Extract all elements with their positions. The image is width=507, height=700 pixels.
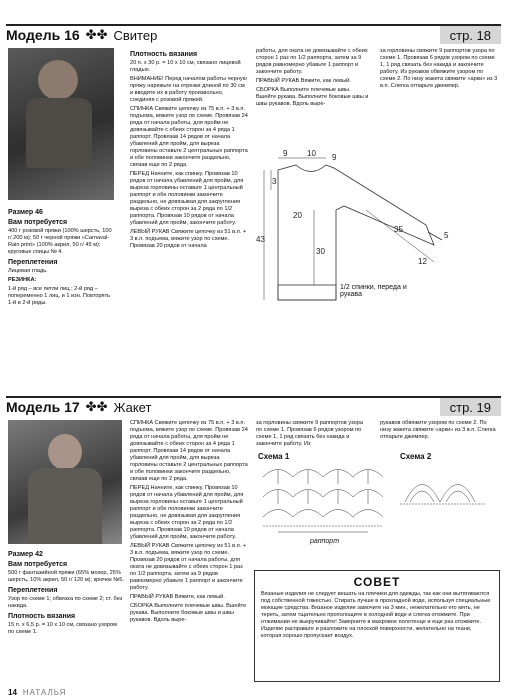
model17-density-title: Плотность вязания [8, 613, 76, 620]
magazine-name: НАТАЛЬЯ [22, 688, 67, 697]
ornament-icon: ✤✤ [85, 27, 108, 42]
dim-label: 30 [316, 247, 325, 256]
model17-title: Модель 17 [6, 399, 80, 415]
model17-interlacing-title: Переплетения [8, 587, 58, 594]
model17-col2 [130, 420, 248, 626]
model16-col3 [256, 48, 370, 110]
dim-label: 43 [256, 235, 265, 244]
model17-interlacing: Узор по схеме 1; обвязка по схеме 2; ст. без накида. [8, 596, 123, 609]
model16-photo [8, 48, 114, 200]
model16-diagram-caption: 1/2 спинки, переда и рукава [340, 284, 407, 298]
dim-label: 5 [444, 231, 449, 240]
model17-col3 [256, 420, 370, 450]
dim-label: 12 [418, 257, 427, 266]
model17-col4 [380, 420, 498, 443]
model16-col2 [130, 48, 248, 252]
dim-label: 3 [272, 177, 277, 186]
model16-right-sleeve: ПРАВЫЙ РУКАВ Вяжите, как левый. [256, 78, 351, 84]
model17-back: СПИНКА Свяжите цепочку из 75 в.п. + 3 в.п. подъема, вяжите узор по схеме. Провязав 24 ряда от начала работы, для пройм не довязывайте с обеих сторон за 4 ряда 1 раппорт. Провязав 14 рядов от начала убавлений для пройм, для выреза горловины оставьте 2 центральных раппорта и обе половинки закончите раздельно, связав еще по 2 ряда. [130, 420, 248, 482]
model16-schematic [256, 150, 502, 330]
model17-header [6, 396, 501, 416]
model16-rib: 1-й ряд – все петли лиц.; 2-й ряд – попеременно 1 лиц. и 1 изн. Повторять 1-й и 2-й ряды. [8, 286, 111, 306]
model16-col4-text: за горловины свяжите 9 раппортов узора по схеме 1. Провязав 6 рядов узором по схеме 1, 1 ряд связать без накида и закончите работу. Из рукавов обвяжите узором по схеме 2. По низу жакета свяжите «арки» из 3 в.п. Слегка отпарьте джемпер. [380, 48, 498, 89]
model16-density-title: Плотность вязания [130, 51, 198, 58]
advice-text: Вязаные изделия не следует вешать на плечики для одежды, так как они вытягиваются под собственной тяжестью. Стирать лучше в прохладной воде, используя специальные моющие средства. Вязаное изделие замочите на 3 мин., нежелательно его мять, не тереть, затем тщательно прополощите в холодной воде и слегка отожмите. При отжимании не выкручивайте! Заверните в махровое полотенце и еще раз отожмите. Изделие расправьте и разложите на плоской поверхности, желательно на ткани, которая хорошо пропускает воздух. [261, 591, 491, 639]
model17-materials: 500 г фантазийной пряжи (65% мохер, 25% шерсть, 10% акрил, 50 г/ 120 м); крючок №5. [8, 570, 124, 583]
model17-right-sleeve: ПРАВЫЙ РУКАВ Вяжите, как левый. [130, 594, 225, 600]
model16-left-col [8, 206, 116, 309]
dim-label: 9 [283, 150, 288, 158]
model16-page-ref: стр. 18 [440, 26, 501, 44]
model17-photo [8, 420, 122, 544]
model16-interlacing: Лицевая гладь. [8, 268, 48, 274]
model16-interlacing-title: Переплетения [8, 259, 58, 266]
model16-attention: ВНИМАНИЕ! Перед началом работы черную пряжу нарежьте на отрезки длиной по 30 см и вводите их в работу произвольно, соединяя с розовой пряжей. [130, 76, 247, 103]
model17-left-sleeve: ЛЕВЫЙ РУКАВ Свяжите цепочку из 51 в.п. + 3 в.п. подъема, вяжите узор по схеме. Провязав 20 рядов от начала работы, для оката не довязывайте с обеих сторон 1 раз по 1/2 раппорта, затем за 9 рядов равномерно убавьте 1 раппорт и закончите работу. [130, 543, 247, 591]
dim-label: 35 [394, 225, 403, 234]
ornament-icon: ✤✤ [85, 399, 108, 414]
model16-back: СПИНКА Свяжите цепочку из 75 в.п. + 3 в.п. подъема, вяжите узор по схеме. Провязав 24 ряда от начала работы, для пройм не довязывайте с обеих сторон за 4 ряда 1 раппорт. Провязав 14 рядов от начала убавлений для пройм, для выреза горловины оставьте 2 центральных раппорта и обе половинки закончите раздельно, связав еще по 2 ряда. [130, 106, 248, 168]
model16-left-sleeve: ЛЕВЫЙ РУКАВ Свяжите цепочку из 51 в.п. + 3 в.п. подъема, вяжите узор по схеме. Провязав 20 рядов от начала [130, 229, 247, 249]
model16-rib-title: РЕЗИНКА: [8, 277, 37, 283]
model16-col3-text: работы, для оката не довязывайте с обеих сторон 1 раз по 1/2 раппорта, затем за 9 рядов равномерно убавьте 1 раппорт и закончите работу. [256, 48, 368, 75]
footer [8, 688, 66, 697]
dim-label: 20 [293, 211, 302, 220]
garment-outline [278, 165, 434, 300]
model17-name: Жакет [113, 399, 152, 415]
scheme2-diagram [400, 462, 490, 512]
scheme1-label: Схема 1 [258, 452, 290, 461]
model17-assembly: СБОРКА Выполните плечевые швы. Вшейте рукава. Выполните боковые швы и швы рукавов. Вдоль выре- [130, 603, 247, 623]
model16-density: 20 п. х 30 р. = 10 х 10 см, связано лицевой гладью. [130, 60, 241, 73]
model16-size: Размер 46 [8, 209, 43, 216]
model16-assembly: СБОРКА Выполните плечевые швы. Вшейте рукава. Выполните боковые швы и швы рукавов. Вдоль выре- [256, 87, 369, 107]
model16-title: Модель 16 [6, 27, 80, 43]
scheme1-rapport: раппорт [310, 538, 340, 545]
model16-front: ПЕРЕД Начните, как спинку. Провязав 10 рядов от начала убавлений для пройм, для выреза горловины оставьте 1 центральный раппорт и обе половинки закончите раздельно, не довязывая для закругления выреза с обеих сторон за 2 ряда по 1/2 раппорта. Провязав 10 рядов от начала убавлений для пройм, закончите работу. [130, 171, 244, 226]
model16-materials-title: Вам потребуется [8, 219, 68, 226]
model17-left-col [8, 548, 124, 638]
model17-materials-title: Вам потребуется [8, 561, 68, 568]
page-number: 14 [8, 688, 17, 697]
model16-materials: 400 г розовой пряжи (100% шерсть, 100 г/ 200 м); 50 г черной пряжи «Carnaval-Rain print» (100% акрил, 50 г/ 45 м); круговые спицы № 4. [8, 228, 112, 255]
model17-density: 15 п. х 6,5 р. = 10 х 10 см, связано узором по схеме 1. [8, 622, 117, 635]
model17-page-ref: стр. 19 [440, 398, 501, 416]
dim-label: 10 [307, 150, 316, 158]
model16-name: Свитер [113, 27, 158, 43]
model17-size: Размер 42 [8, 551, 43, 558]
model17-col3-text: за горловины свяжите 9 раппортов узора по схеме 1. Провязав 6 рядов узором по схеме 1, 1 ряд связать без накида и закончите работу. Из [256, 420, 363, 447]
scheme1-diagram [258, 462, 388, 542]
rib-band [278, 285, 336, 300]
model16-header [6, 24, 501, 44]
dim-label: 9 [332, 153, 337, 162]
model16-col4 [380, 48, 498, 92]
model17-col4-text: рукавов обвяжите узором по схеме 2. По низу жакета свяжите «арки» из 3 в.п. Слегка отпарьте джемпер. [380, 420, 496, 440]
model17-front: ПЕРЕД Начните, как спинку. Провязав 10 рядов от начала убавлений для пройм, для выреза горловины оставьте 1 центральный раппорт и обе половинки закончите раздельно, не довязывая для закругления выреза с обеих сторон за 2 ряда по 1/2 раппорта. Провязав 10 рядов от начала убавлений для пройм, закончите работу. [130, 485, 244, 540]
advice-title: СОВЕТ [353, 575, 401, 589]
scheme2-label: Схема 2 [400, 452, 432, 461]
advice-box [254, 570, 500, 682]
